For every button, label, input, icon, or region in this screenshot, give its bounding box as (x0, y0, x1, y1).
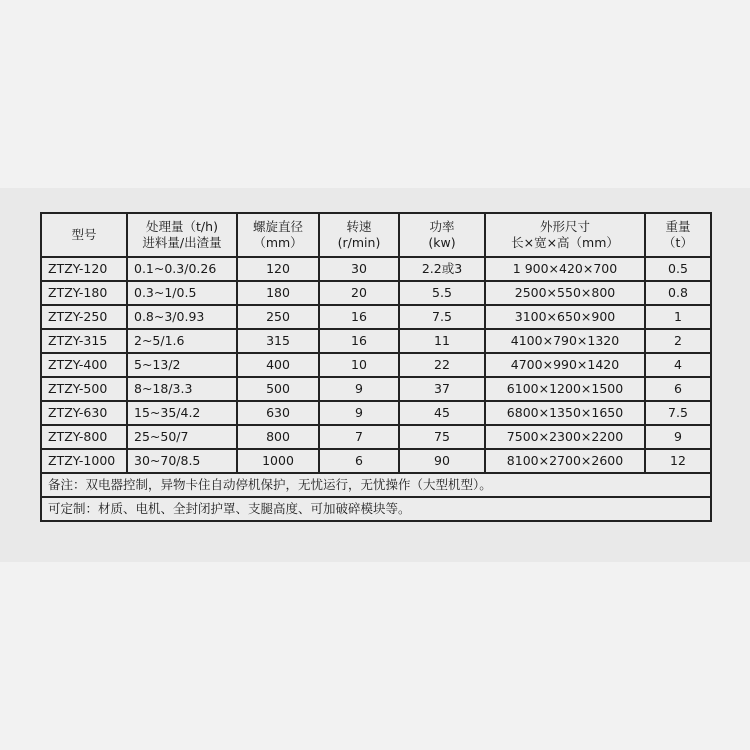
cell-power: 37 (399, 377, 485, 401)
cell-power: 11 (399, 329, 485, 353)
cell-model: ZTZY-500 (41, 377, 127, 401)
custom-note: 可定制：材质、电机、全封闭护罩、支腿高度、可加破碎模块等。 (41, 497, 711, 521)
cell-capacity: 2~5/1.6 (127, 329, 237, 353)
cell-spiral-diameter: 1000 (237, 449, 319, 473)
table-row (41, 449, 711, 473)
cell-model: ZTZY-250 (41, 305, 127, 329)
cell-dimensions: 7500×2300×2200 (485, 425, 645, 449)
cell-speed: 9 (319, 377, 399, 401)
cell-power: 22 (399, 353, 485, 377)
header-speed: 转速 (r/min) (319, 213, 399, 257)
header-model: 型号 (41, 213, 127, 257)
cell-power: 7.5 (399, 305, 485, 329)
header-spiral-diameter: 螺旋直径 （mm） (237, 213, 319, 257)
table-row (41, 401, 711, 425)
cell-weight: 7.5 (645, 401, 711, 425)
table-row (41, 281, 711, 305)
cell-capacity: 15~35/4.2 (127, 401, 237, 425)
table-row (41, 329, 711, 353)
cell-speed: 10 (319, 353, 399, 377)
cell-spiral-diameter: 630 (237, 401, 319, 425)
cell-model: ZTZY-180 (41, 281, 127, 305)
header-row (41, 213, 711, 257)
cell-model: ZTZY-630 (41, 401, 127, 425)
cell-power: 5.5 (399, 281, 485, 305)
cell-capacity: 30~70/8.5 (127, 449, 237, 473)
cell-dimensions: 4100×790×1320 (485, 329, 645, 353)
cell-weight: 1 (645, 305, 711, 329)
table-row (41, 425, 711, 449)
cell-model: ZTZY-315 (41, 329, 127, 353)
cell-speed: 7 (319, 425, 399, 449)
cell-capacity: 0.1~0.3/0.26 (127, 257, 237, 281)
cell-dimensions: 6800×1350×1650 (485, 401, 645, 425)
remark-row (41, 473, 711, 497)
spec-table (40, 212, 712, 522)
cell-power: 90 (399, 449, 485, 473)
cell-dimensions: 8100×2700×2600 (485, 449, 645, 473)
cell-weight: 0.8 (645, 281, 711, 305)
cell-speed: 30 (319, 257, 399, 281)
cell-dimensions: 2500×550×800 (485, 281, 645, 305)
cell-dimensions: 6100×1200×1500 (485, 377, 645, 401)
cell-capacity: 8~18/3.3 (127, 377, 237, 401)
remark-note: 备注：双电器控制，异物卡住自动停机保护，无忧运行，无忧操作（大型机型）。 (41, 473, 711, 497)
cell-speed: 6 (319, 449, 399, 473)
header-weight: 重量 （t） (645, 213, 711, 257)
cell-weight: 6 (645, 377, 711, 401)
cell-spiral-diameter: 400 (237, 353, 319, 377)
cell-speed: 16 (319, 305, 399, 329)
cell-spiral-diameter: 500 (237, 377, 319, 401)
cell-dimensions: 4700×990×1420 (485, 353, 645, 377)
cell-dimensions: 3100×650×900 (485, 305, 645, 329)
cell-power: 45 (399, 401, 485, 425)
cell-capacity: 0.3~1/0.5 (127, 281, 237, 305)
cell-capacity: 5~13/2 (127, 353, 237, 377)
custom-row (41, 497, 711, 521)
cell-spiral-diameter: 120 (237, 257, 319, 281)
header-capacity: 处理量（t/h) 进料量/出渣量 (127, 213, 237, 257)
table-body (41, 257, 711, 473)
cell-speed: 20 (319, 281, 399, 305)
header-power: 功率 (kw) (399, 213, 485, 257)
cell-spiral-diameter: 800 (237, 425, 319, 449)
table-row (41, 377, 711, 401)
table-row (41, 305, 711, 329)
cell-power: 2.2或3 (399, 257, 485, 281)
cell-weight: 9 (645, 425, 711, 449)
cell-weight: 2 (645, 329, 711, 353)
table-row (41, 353, 711, 377)
cell-weight: 4 (645, 353, 711, 377)
cell-speed: 9 (319, 401, 399, 425)
cell-model: ZTZY-120 (41, 257, 127, 281)
cell-speed: 16 (319, 329, 399, 353)
cell-capacity: 25~50/7 (127, 425, 237, 449)
cell-spiral-diameter: 180 (237, 281, 319, 305)
header-dimensions: 外形尺寸 长×宽×高（mm） (485, 213, 645, 257)
cell-model: ZTZY-400 (41, 353, 127, 377)
table-row (41, 257, 711, 281)
cell-power: 75 (399, 425, 485, 449)
cell-model: ZTZY-1000 (41, 449, 127, 473)
cell-dimensions: 1 900×420×700 (485, 257, 645, 281)
cell-capacity: 0.8~3/0.93 (127, 305, 237, 329)
cell-spiral-diameter: 315 (237, 329, 319, 353)
cell-weight: 0.5 (645, 257, 711, 281)
cell-weight: 12 (645, 449, 711, 473)
cell-spiral-diameter: 250 (237, 305, 319, 329)
cell-model: ZTZY-800 (41, 425, 127, 449)
